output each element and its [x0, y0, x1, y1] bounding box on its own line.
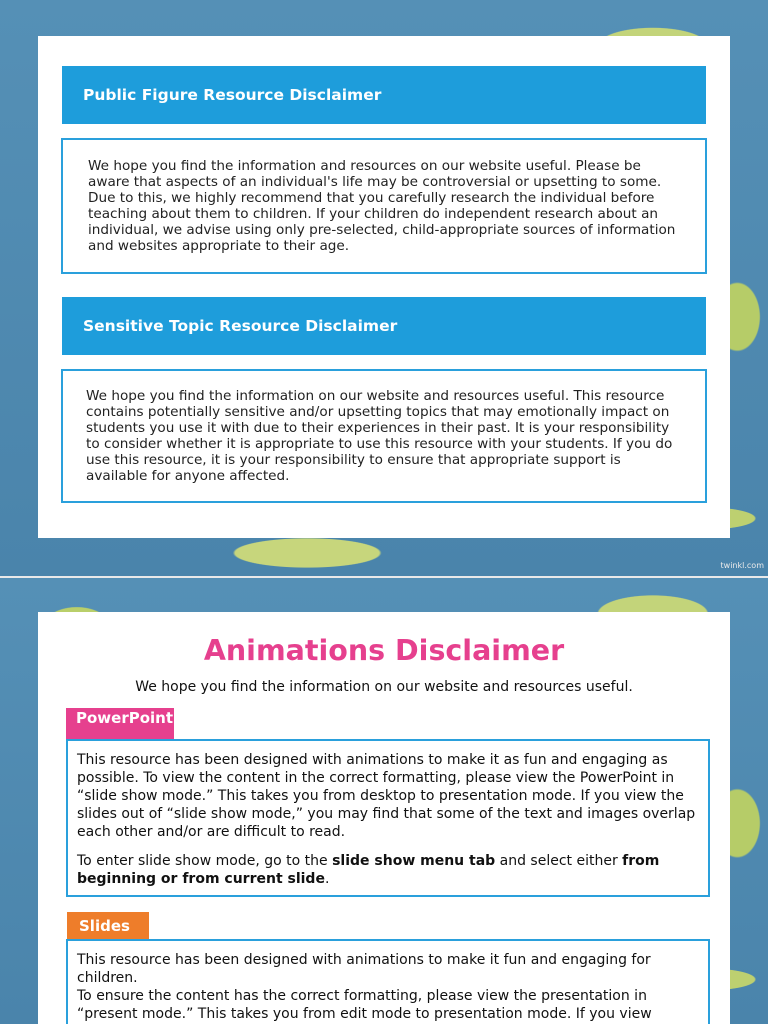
sensitive-topic-text: We hope you find the information on our website and resources useful. This resource contains potentially sensitive and/or upsetting topics that may emotionally impact on students you use it with due to their experiences in their past. It is your responsibility to consider whether it is appropriate to use this resource with your students. If you do use this resource, it is your responsibility to ensure that appropriate support is available for anyone affected. — [86, 388, 673, 484]
public-figure-heading: Public Figure Resource Disclaimer — [62, 66, 706, 124]
powerpoint-text-box — [66, 739, 710, 897]
powerpoint-paragraph-2 — [77, 852, 700, 888]
animations-subtitle: We hope you find the information on our website and resources useful. — [135, 679, 633, 695]
public-figure-text-box — [61, 138, 707, 274]
powerpoint-tag: PowerPoint — [66, 708, 174, 740]
animations-title: Animations Disclaimer — [203, 634, 565, 667]
slide-animations-disclaimer — [0, 578, 768, 1024]
slides-line-2: To ensure the content has the correct formatting, please view the presentation in “present mode.” This takes you from edit mode to presentation mode. If you view — [77, 988, 652, 1022]
sensitive-topic-text-box — [61, 369, 707, 503]
slides-text-box — [66, 939, 710, 1024]
slides-tag: Slides — [67, 912, 149, 940]
slides-line-1: This resource has been designed with animations to make it fun and engaging for children. — [77, 952, 651, 986]
watermark: twinkl.com — [720, 561, 764, 570]
sensitive-topic-heading: Sensitive Topic Resource Disclaimer — [62, 297, 706, 355]
pp-text-e: . — [324, 871, 330, 887]
pp-text-a: To enter slide show mode, go to the — [77, 853, 333, 869]
powerpoint-paragraph-1: This resource has been designed with animations to make it as fun and engaging as possible. To view the content in the correct formatting, please view the PowerPoint in “slide show mode.” This takes you from desktop to presentation mode. If you view the slides out of “slide show mode,” you may find that some of the text and images overlap each other and/or are difficult to read. — [77, 752, 696, 840]
pp-text-b: slide show menu tab — [332, 853, 496, 869]
disclaimer-card — [38, 36, 730, 538]
pp-text-d: from beginning or from current slide — [77, 853, 660, 887]
public-figure-text: We hope you find the information and resources on our website useful. Please be aware that aspects of an individual's life may be controversial or upsetting to some. Due to this, we highly recommend that you carefully research the individual before teaching about them to children. If your children do independent research about an individual, we advise using only pre-selected, child-appropriate sources of information and websites appropriate to their age. — [88, 158, 676, 254]
animations-card — [38, 612, 730, 1024]
pp-text-c: and select either — [495, 853, 623, 869]
